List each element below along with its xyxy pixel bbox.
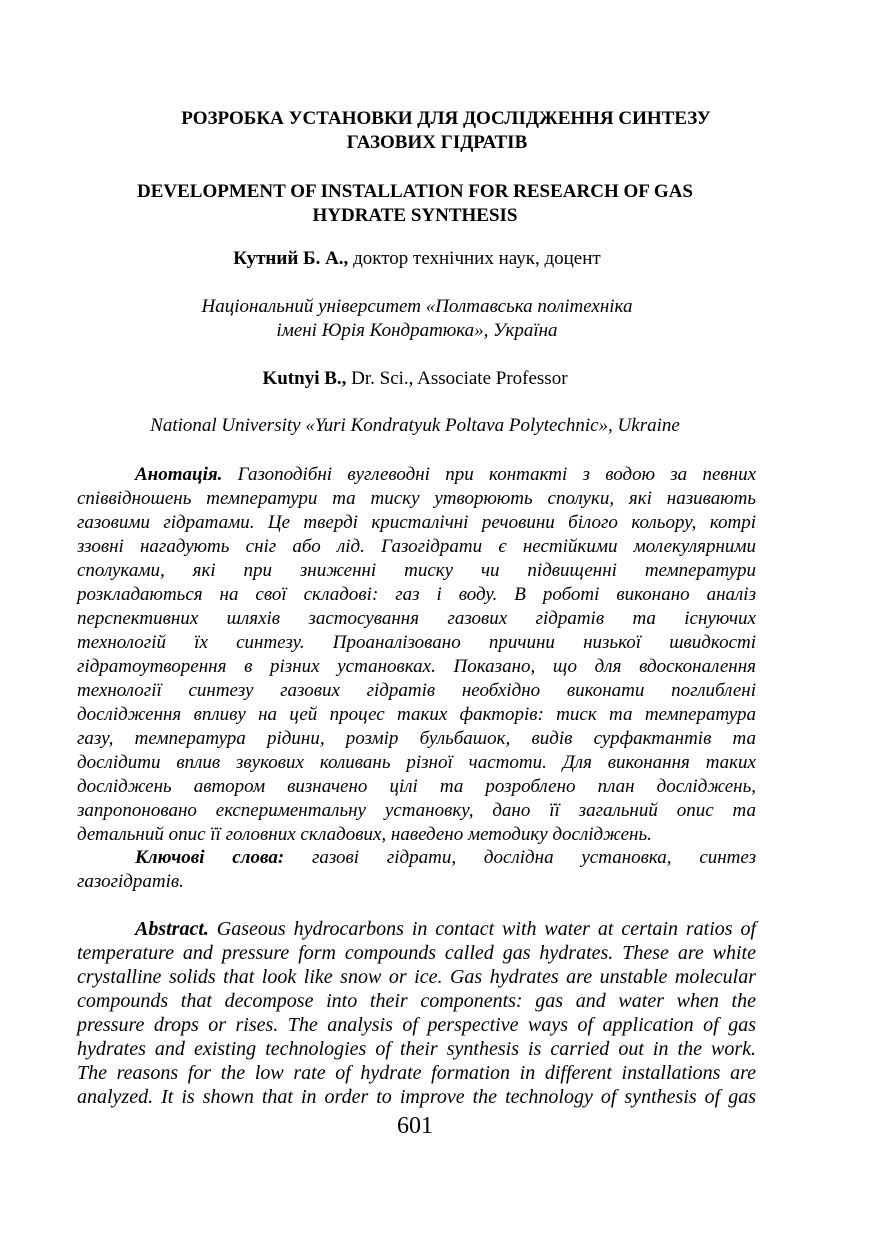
- author-ua-name: Кутний Б. А.,: [233, 248, 349, 269]
- abstract-en-line: crystalline solids that look like snow or ice. Gas hydrates are unstable molecular: [77, 966, 756, 988]
- annotation-ua-line: розкладаються на свої складові: газ і воду. В роботі виконано аналіз: [77, 584, 756, 605]
- title-en-line-1: DEVELOPMENT OF INSTALLATION FOR RESEARCH OF GAS: [136, 181, 693, 202]
- abstract-en-line: Abstract. Gaseous hydrocarbons in contact with water at certain ratios of: [135, 918, 756, 940]
- author-ua-credentials: доктор технічних наук, доцент: [348, 248, 601, 269]
- author-en-credentials: Dr. Sci., Associate Professor: [346, 368, 568, 389]
- annotation-ua-line: сполуками, які при зниженні тиску чи підвищенні температури: [77, 560, 756, 581]
- abstract-en-line: compounds that decompose into their components: gas and water when the: [77, 990, 756, 1012]
- page-number: 601: [397, 1113, 433, 1139]
- annotation-ua-line: технологій їх синтезу. Проаналізовано причини низької швидкості: [77, 632, 756, 653]
- annotation-ua-line: дослідити вплив звукових коливань різної частоти. Для виконання таких: [77, 752, 756, 773]
- annotation-ua-line: запропоновано експериментальну установку, дано її загальний опис та: [77, 800, 756, 821]
- annotation-ua-line: газу, температура рідини, розмір бульбашок, видів сурфактантів та: [77, 728, 756, 749]
- abstract-en-line: pressure drops or rises. The analysis of perspective ways of application of gas: [77, 1014, 756, 1036]
- affiliation-ua-line-1: Національний університет «Полтавська політехніка: [201, 296, 633, 317]
- annotation-ua-line: ззовні нагадують сніг або лід. Газогідрати є нестійкими молекулярними: [77, 536, 756, 557]
- annotation-ua-line: детальний опис її головних складових, наведено методику досліджень.: [77, 824, 652, 845]
- abstract-en-label: Abstract.: [135, 918, 209, 940]
- annotation-ua-line: досліджень автором визначено цілі та розроблено план досліджень,: [77, 776, 756, 797]
- annotation-ua-line: дослідження впливу на цей процес таких факторів: тиск та температура: [77, 704, 756, 725]
- annotation-ua-line: Анотація. Газоподібні вуглеводні при контакті з водою за певних: [135, 464, 756, 485]
- affiliation-ua-line-2: імені Юрія Кондратюка», Україна: [276, 320, 558, 341]
- abstract-en-line: hydrates and existing technologies of their synthesis is carried out in the work.: [77, 1038, 756, 1060]
- affiliation-en: [0, 414, 830, 438]
- annotation-ua-line: газовими гідратами. Це тверді кристалічні речовини білого кольору, котрі: [77, 512, 756, 533]
- title-ua-line-1: РОЗРОБКА УСТАНОВКИ ДЛЯ ДОСЛІДЖЕННЯ СИНТЕЗУ: [181, 108, 711, 129]
- keywords-ua-line: газогідратів.: [77, 871, 184, 892]
- abstract-en: [77, 917, 756, 1109]
- annotation-ua: [77, 463, 756, 847]
- annotation-ua-line: перспективних шляхів застосування газових гідратів та існуючих: [77, 608, 756, 629]
- abstract-en-line: temperature and pressure form compounds called gas hydrates. These are white: [77, 942, 756, 964]
- annotation-ua-line: гідратоутворення в різних установках. Показано, що для вдосконалення: [77, 656, 756, 677]
- keywords-ua: [77, 846, 756, 894]
- author-ua: [0, 247, 834, 271]
- title-en: [0, 180, 830, 228]
- abstract-en-line: analyzed. It is shown that in order to improve the technology of synthesis of gas: [77, 1086, 756, 1108]
- affiliation-en-text: National University «Yuri Kondratyuk Poltava Polytechnic», Ukraine: [150, 415, 680, 436]
- affiliation-ua: [0, 295, 834, 343]
- title-ua: [0, 107, 874, 155]
- author-en-name: Kutnyi B.,: [262, 368, 347, 389]
- abstract-en-line: The reasons for the low rate of hydrate formation in different installations are: [77, 1062, 756, 1084]
- annotation-ua-line: технології синтезу газових гідратів необхідно виконати поглиблені: [77, 680, 756, 701]
- annotation-ua-label: Анотація.: [135, 464, 223, 485]
- author-en: [0, 367, 830, 391]
- title-ua-line-2: ГАЗОВИХ ГІДРАТІВ: [346, 132, 528, 153]
- keywords-ua-label: Ключові слова:: [135, 847, 285, 868]
- title-en-line-2: HYDRATE SYNTHESIS: [312, 205, 518, 226]
- annotation-ua-line: співвідношень температури та тиску утворюють сполуки, які називають: [77, 488, 756, 509]
- keywords-ua-line: Ключові слова: газові гідрати, дослідна установка, синтез: [135, 847, 756, 868]
